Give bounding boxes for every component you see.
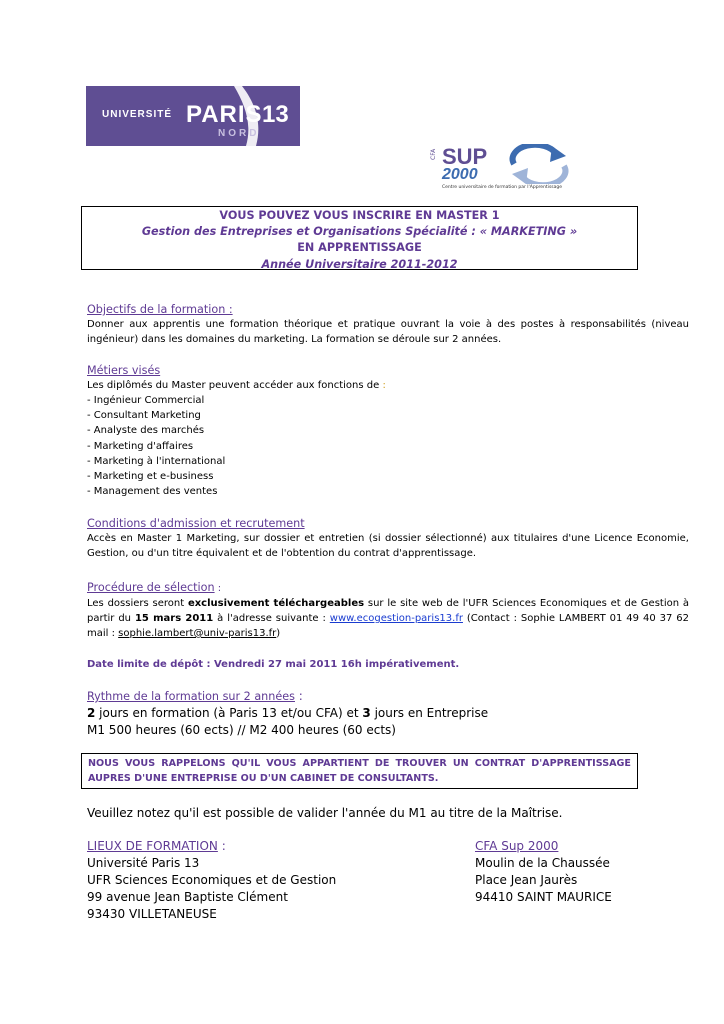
metiers-intro-line <box>87 378 689 393</box>
rythme-days-formation: 2 <box>87 706 96 720</box>
metiers-intro-colon: : <box>379 380 386 391</box>
objectifs-heading: Objectifs de la formation : <box>87 303 233 316</box>
rythme-days-entreprise: 3 <box>362 706 371 720</box>
metiers-heading: Métiers visés <box>87 364 161 377</box>
title-box <box>81 206 638 270</box>
objectifs-section <box>87 302 689 347</box>
contact-email-link[interactable]: sophie.lambert@univ-paris13.fr <box>118 628 277 639</box>
rythme-heading-colon: : <box>294 689 303 703</box>
cycle-arrows-icon <box>508 144 570 184</box>
objectifs-text: Donner aux apprentis une formation théorique et pratique ouvrant la voie à des postes à responsabilités (niveau ingénieur) dans les domaines du marketing. La formation se déroule sur 2 années. <box>87 319 689 345</box>
procedure-text <box>87 596 689 641</box>
cfa-line: Place Jean Jaurès <box>475 873 578 887</box>
procedure-text-part: ) <box>276 628 281 639</box>
procedure-heading-colon: : <box>214 583 222 594</box>
lieux-line: 99 avenue Jean Baptiste Clément <box>87 890 288 904</box>
metiers-intro: Les diplômés du Master peuvent accéder aux fonctions de <box>87 380 380 391</box>
maitrise-text: Veuillez notez qu'il est possible de valider l'année du M1 au titre de la Maîtrise. <box>87 806 563 820</box>
lieux-section <box>87 838 336 923</box>
procedure-text-part: Les dossiers seront <box>87 598 188 609</box>
lieux-line: UFR Sciences Economiques et de Gestion <box>87 873 337 887</box>
logo-number-text: 13 <box>262 101 289 128</box>
cfa-sup2000-logo <box>428 144 574 192</box>
rythme-heading: Rythme de la formation sur 2 années <box>87 690 295 703</box>
logo-year-text: 2000 <box>442 166 478 183</box>
list-item: - Marketing à l'international <box>87 455 226 467</box>
procedure-text-part: (Contact : Sophie LAMBERT 01 49 40 37 62 mail : <box>87 613 689 639</box>
title-line-4: Année Universitaire 2011-2012 <box>261 257 458 271</box>
cfa-line: Moulin de la Chaussée <box>475 856 610 870</box>
deadline-text: Date limite de dépôt : Vendredi 27 mai 2011 16h impérativement. <box>87 659 460 670</box>
logo-nord-text: NORD <box>218 128 260 139</box>
procedure-date: 15 mars 2011 <box>134 613 214 624</box>
lieux-heading: LIEUX DE FORMATION <box>87 839 218 853</box>
procedure-section <box>87 580 689 641</box>
logo-sup-text: SUP <box>442 144 488 169</box>
title-line-2: Gestion des Entreprises et Organisations Spécialité : « MARKETING » <box>141 225 578 239</box>
logo-tagline: Centre universitaire de formation par l'Apprentissage <box>442 185 563 190</box>
procedure-bold-text: exclusivement téléchargeables <box>187 598 365 609</box>
conditions-section <box>87 516 689 561</box>
rythme-text-part: jours en formation (à Paris 13 et/ou CFA) et <box>95 706 363 720</box>
ecogestion-link[interactable]: www.ecogestion-paris13.fr <box>329 613 463 624</box>
logo-cfa-text: CFA <box>430 148 437 160</box>
notice-box: NOUS VOUS RAPPELONS QU'IL VOUS APPARTIENT DE TROUVER UN CONTRAT D'APPRENTISSAGE AUPRES D'UNE ENTREPRISE OU D'UN CABINET DE CONSULTANTS. <box>81 753 638 789</box>
cfa-section <box>475 838 612 906</box>
metiers-list <box>87 393 689 499</box>
list-item: - Consultant Marketing <box>87 410 201 422</box>
rythme-section <box>87 688 689 739</box>
procedure-text-part: à l'adresse suivante : <box>213 613 330 624</box>
rythme-text-part: jours en Entreprise <box>370 706 489 720</box>
paris13-logo <box>86 86 300 146</box>
list-item: - Ingénieur Commercial <box>87 395 205 406</box>
title-line-1: VOUS POUVEZ VOUS INSCRIRE EN MASTER 1 <box>219 209 500 222</box>
conditions-text: Accès en Master 1 Marketing, sur dossier et entretien (si dossier sélectionné) aux titulaires d'une Licence Economie, Gestion, ou d'un titre équivalent et de l'obtention du contrat d'apprentissage. <box>87 533 689 559</box>
rythme-days <box>87 705 689 722</box>
logo-paris-text: PARIS <box>186 101 263 128</box>
procedure-text-part: sur le site web de l'UFR Sciences Economiques et de Gestion à partir du <box>87 598 690 624</box>
metiers-section <box>87 363 689 499</box>
cfa-line: 94410 SAINT MAURICE <box>475 890 612 904</box>
list-item: - Analyste des marchés <box>87 425 205 437</box>
rythme-hours: M1 500 heures (60 ects) // M2 400 heures (60 ects) <box>87 723 396 737</box>
list-item: - Marketing d'affaires <box>87 440 194 452</box>
title-line-3: EN APPRENTISSAGE <box>297 241 422 255</box>
logo-universite-text: UNIVERSITÉ <box>102 109 173 120</box>
procedure-heading: Procédure de sélection <box>87 581 215 594</box>
lieux-line: Université Paris 13 <box>87 856 200 870</box>
cfa-heading: CFA Sup 2000 <box>475 839 559 853</box>
list-item: - Management des ventes <box>87 486 218 498</box>
conditions-heading: Conditions d'admission et recrutement <box>87 517 305 530</box>
lieux-line: 93430 VILLETANEUSE <box>87 907 217 921</box>
list-item: - Marketing et e-business <box>87 471 214 483</box>
lieux-heading-colon: : <box>217 839 226 853</box>
